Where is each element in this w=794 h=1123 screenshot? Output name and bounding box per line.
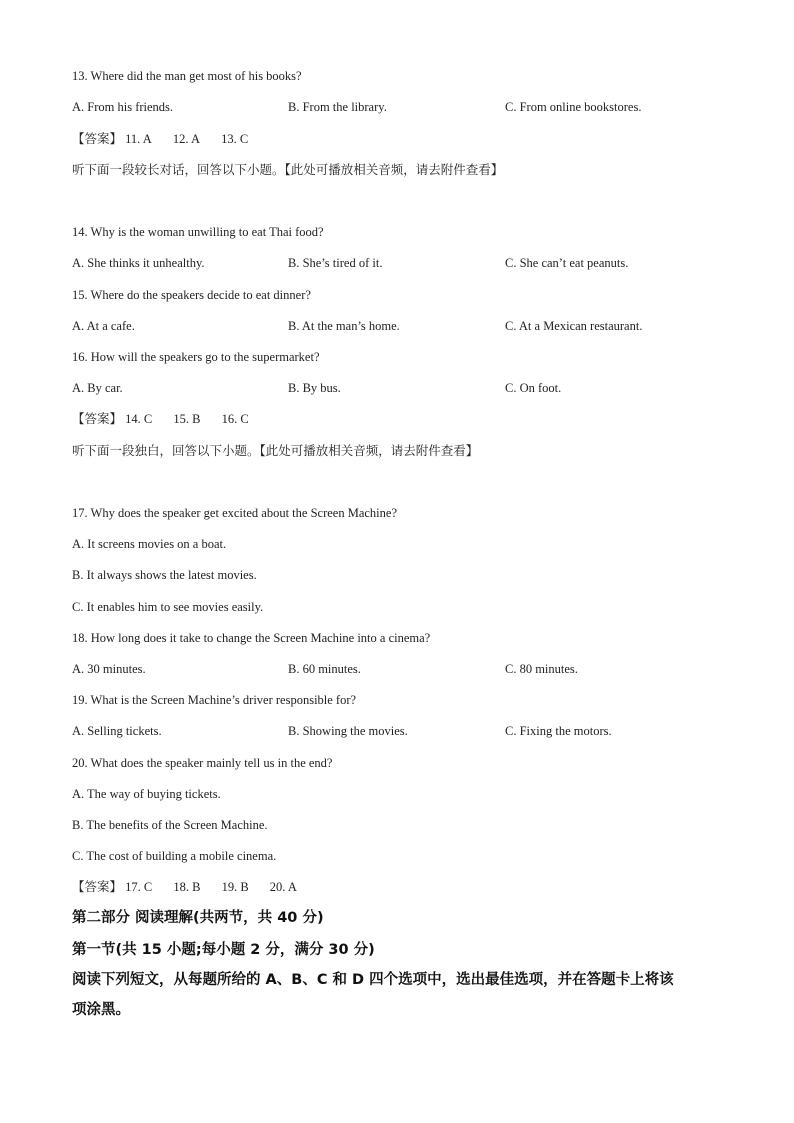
- answer-value: 12. A: [172, 132, 200, 146]
- q20-option-a: A. The way of buying tickets.: [72, 787, 221, 801]
- directions-line-1: 阅读下列短文，从每题所给的 A、B、C 和 D 四个选项中，选出最佳选项，并在答题卡上将该: [72, 972, 674, 988]
- q13-option-a: A. From his friends.: [72, 100, 174, 114]
- question-19: 19. What is the Screen Machine’s driver responsible for?: [72, 693, 357, 707]
- q18-option-a: A. 30 minutes.: [72, 662, 146, 676]
- q13-option-b: B. From the library.: [288, 100, 387, 114]
- q20-option-c: C. The cost of building a mobile cinema.: [72, 849, 277, 863]
- answer-value: 17. C: [125, 880, 153, 894]
- question-14: 14. Why is the woman unwilling to eat Thai food?: [72, 225, 324, 239]
- question-16: 16. How will the speakers go to the supermarket?: [72, 350, 320, 364]
- question-15: 15. Where do the speakers decide to eat dinner?: [72, 288, 311, 302]
- q20-option-b: B. The benefits of the Screen Machine.: [72, 818, 268, 832]
- directions-line-2: 项涂黑。: [72, 1002, 130, 1018]
- answer-key-1: [72, 131, 266, 147]
- answer-value: 15. B: [173, 412, 201, 426]
- q16-option-b: B. By bus.: [288, 381, 341, 395]
- answer-value: 16. C: [221, 412, 249, 426]
- answer-value: 14. C: [125, 412, 153, 426]
- q13-option-c: C. From online bookstores.: [505, 100, 642, 114]
- q16-option-a: A. By car.: [72, 381, 123, 395]
- answer-value: 13. C: [221, 132, 249, 146]
- answer-key-2: [72, 411, 267, 427]
- q19-option-c: C. Fixing the motors.: [505, 724, 612, 738]
- part-2-title: 第二部分 阅读理解(共两节，共 40 分): [72, 910, 324, 926]
- q18-option-c: C. 80 minutes.: [505, 662, 578, 676]
- answer-key-3: [72, 879, 315, 895]
- q15-option-b: B. At the man’s home.: [288, 319, 400, 333]
- q18-option-b: B. 60 minutes.: [288, 662, 361, 676]
- q14-option-c: C. She can’t eat peanuts.: [505, 256, 629, 270]
- q14-option-b: B. She’s tired of it.: [288, 256, 383, 270]
- q16-option-c: C. On foot.: [505, 381, 562, 395]
- answer-tag: 【答案】: [72, 131, 123, 146]
- answer-tag: 【答案】: [72, 879, 123, 894]
- q15-option-a: A. At a cafe.: [72, 319, 135, 333]
- question-20: 20. What does the speaker mainly tell us in the end?: [72, 756, 333, 770]
- q19-option-a: A. Selling tickets.: [72, 724, 162, 738]
- answer-tag: 【答案】: [72, 411, 123, 426]
- q17-option-c: C. It enables him to see movies easily.: [72, 600, 264, 614]
- question-18: 18. How long does it take to change the Screen Machine into a cinema?: [72, 631, 431, 645]
- answer-value: 20. A: [269, 880, 297, 894]
- q15-option-c: C. At a Mexican restaurant.: [505, 319, 643, 333]
- question-17: 17. Why does the speaker get excited about the Screen Machine?: [72, 506, 397, 520]
- instruction-long-dialogue: 听下面一段较长对话，回答以下小题。【此处可播放相关音频，请去附件查看】: [72, 162, 504, 177]
- q17-option-b: B. It always shows the latest movies.: [72, 568, 257, 582]
- answer-value: 19. B: [221, 880, 249, 894]
- q19-option-b: B. Showing the movies.: [288, 724, 408, 738]
- question-13: 13. Where did the man get most of his books?: [72, 69, 302, 83]
- q14-option-a: A. She thinks it unhealthy.: [72, 256, 205, 270]
- answer-value: 18. B: [173, 880, 201, 894]
- instruction-monologue: 听下面一段独白，回答以下小题。【此处可播放相关音频，请去附件查看】: [72, 443, 479, 458]
- section-1-title: 第一节(共 15 小题;每小题 2 分，满分 30 分): [72, 942, 375, 958]
- answer-value: 11. A: [125, 132, 152, 146]
- q17-option-a: A. It screens movies on a boat.: [72, 537, 227, 551]
